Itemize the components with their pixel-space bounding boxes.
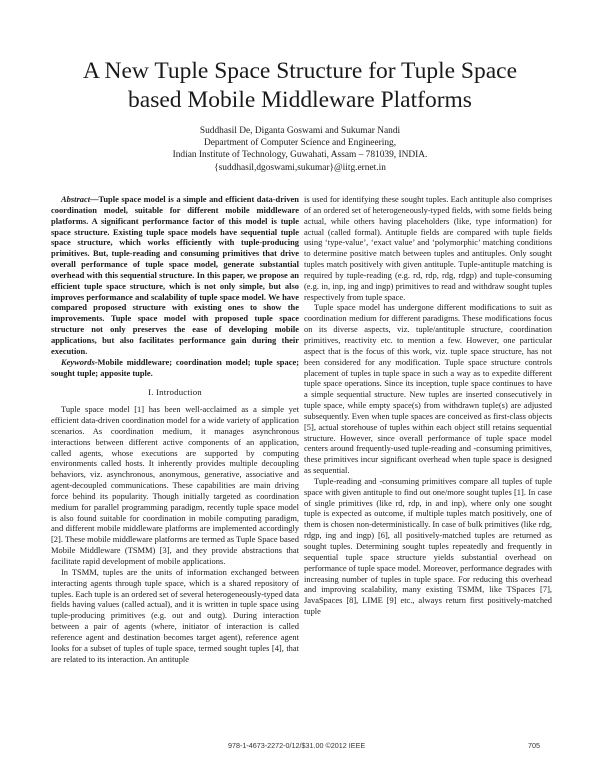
title-line-1: A New Tuple Space Structure for Tuple Space: [82, 58, 518, 84]
title-line-2: based Mobile Middleware Platforms: [128, 87, 472, 113]
affiliation-department: Department of Computer Science and Engineering,: [203, 138, 397, 149]
footer-copyright: 978-1-4673-2272-0/12/$31.00 ©2012 IEEE: [228, 741, 366, 750]
intro-paragraph-5: Tuple-reading and -consuming primitives compare all tuples of tuple space with given antituple to find out one/more sought tuples [1]. In case of single primitives (like rd, rdp, in and inp), where only one sought tuple is expected as outcome, if multiple tuples match positively, one of them is chosen non-deterministically. In case of bulk primitives (like rdg, rdgp, ing and ingp) [6], all positively-matched tuples are returned as sought tuples. Determining sought tuples repeatedly and frequently in sequential tuple space structure yields substantial overhead on performance of tuple space model. Moreover, performance degrades with increasing number of tuples in tuple space. For reducing this overhead and improving scalability, many existing TSMM, like TSpaces [7], JavaSpaces [8], LIME [9] etc., always return first positively-matched tuple: [304, 475, 552, 617]
author-block: [40, 125, 560, 174]
right-column: [304, 194, 552, 617]
keywords-label: Keywords: [61, 356, 95, 367]
abstract: [51, 194, 299, 357]
abstract-label: Abstract: [61, 194, 91, 204]
intro-paragraph-3: is used for identifying these sought tuples. Each antituple also comprises of an ordered set of heterogeneously-typed fields, with some fields being actual, while others having placeholders (like, type information) for actual (called formal). Antituple fields are compared with tuple fields using ‘type-value’, ‘exact value’ and ‘polymorphic’ matching conditions to determine positive match between tuples and antituples. Only sought tuples match positively with given antituple. Tuple-antituple matching is required by tuple-reading (e.g. rd, rdp, rdg, rdgp) and tuple-consuming (e.g. in, inp, ing and ingp) primitives to read and withdraw sought tuples respectively from tuple space.: [304, 194, 552, 302]
intro-paragraph-1: Tuple space model [1] has been well-acclaimed as a simple yet efficient data-driven coordination model for a wide variety of application scenarios. As coordination medium, it manages asynchronous interactions between different active components of an application, called agents, whose executions are supported by computing environments called hosts. It inherently provides multiple decoupling behaviors, viz. asynchronous, anonymous, generative, associative and agent-decoupled communications. These capabilities are main driving force behind its popularity. Though initially targeted as coordination medium for parallel programming paradigm, recently tuple space model is also found suitable for coordination in mobile computing paradigm, and different mobile middleware platforms are implemented accordingly [2]. These mobile middleware platforms are termed as Tuple Space based Mobile Middleware (TSMM) [3], and they provide abstractions that facilitate rapid development of mobile applications.: [51, 404, 299, 566]
left-column: [51, 194, 299, 664]
section-heading-introduction: I. Introduction: [148, 387, 202, 398]
affiliation-institute: Indian Institute of Technology, Guwahati, Assam – 781039, INDIA.: [172, 150, 428, 161]
keywords: [51, 357, 299, 379]
intro-paragraph-2: In TSMM, tuples are the units of information exchanged between interacting agents through tuple space, which is a shared repository of tuples. Each tuple is an ordered set of several heterogeneously-typed data fields having values (called actual), and it is written in tuple space using tuple-producing primitives (e.g. out and outg). During interaction between a pair of agents (where, initiator of interaction is called reference agent and destination becomes target agent), reference agent looks for a subset of tuples of tuple space, termed sought tuples [4], that are related to its interaction. An antituple: [51, 566, 299, 664]
paper-title: [40, 57, 560, 115]
intro-paragraph-4: Tuple space model has undergone different modifications to suit as coordination medium for different paradigms. These modifications focus on its diverse aspects, viz. tuple/antituple structure, coordination primitives, reactivity etc. to mention a few. However, one particular aspect that is the focus of this work, viz. tuple space structure, has not been considered for any modification. Tuple space structure controls placement of tuples in tuple space in such a way as to expedite different tuple space operations. Since its inception, tuple space continues to have a simple sequential structure. New tuples are inserted consecutively in tuple space, while empty space(s) from withdrawn tuple(s) are adjusted subsequently. Even when tuple spaces are conceived as first-class objects [5], actual storehouse of tuples within each object still retains sequential structure. However, since overall performance of tuple space model centers around frequently-used tuple-reading and -consuming primitives, these primitives incur significant overhead when tuple space is designed as sequential.: [304, 302, 552, 476]
footer-page-number: 705: [528, 741, 540, 750]
abstract-text: —Tuple space model is a simple and efficient data-driven coordination model, suitable for different mobile middleware platforms. A significant performance factor of this model is tuple space structure. Existing tuple space models have sequential tuple space structure, which works efficiently with tuple-producing primitives. But, tuple-reading and consuming primitives that drive overall performance of tuple space model, generate substantial overhead with this sequential structure. In this paper, we propose an efficient tuple space structure, which is not only simple, but also improves performance and scalability of tuple space model. We have compared proposed structure with existing ones to show the improvements. Tuple space model with proposed tuple space structure not only preserves the ease of developing mobile applications, but also facilitates performance gain during their execution.: [51, 194, 299, 356]
keywords-text: -Mobile middleware; coordination model; tuple space; sought tuple; apposite tuple.: [51, 356, 299, 378]
author-email: {suddhasil,dgoswami,sukumar}@iitg.ernet.in: [214, 162, 386, 173]
author-names: Suddhasil De, Diganta Goswami and Sukumar Nandi: [199, 126, 401, 136]
